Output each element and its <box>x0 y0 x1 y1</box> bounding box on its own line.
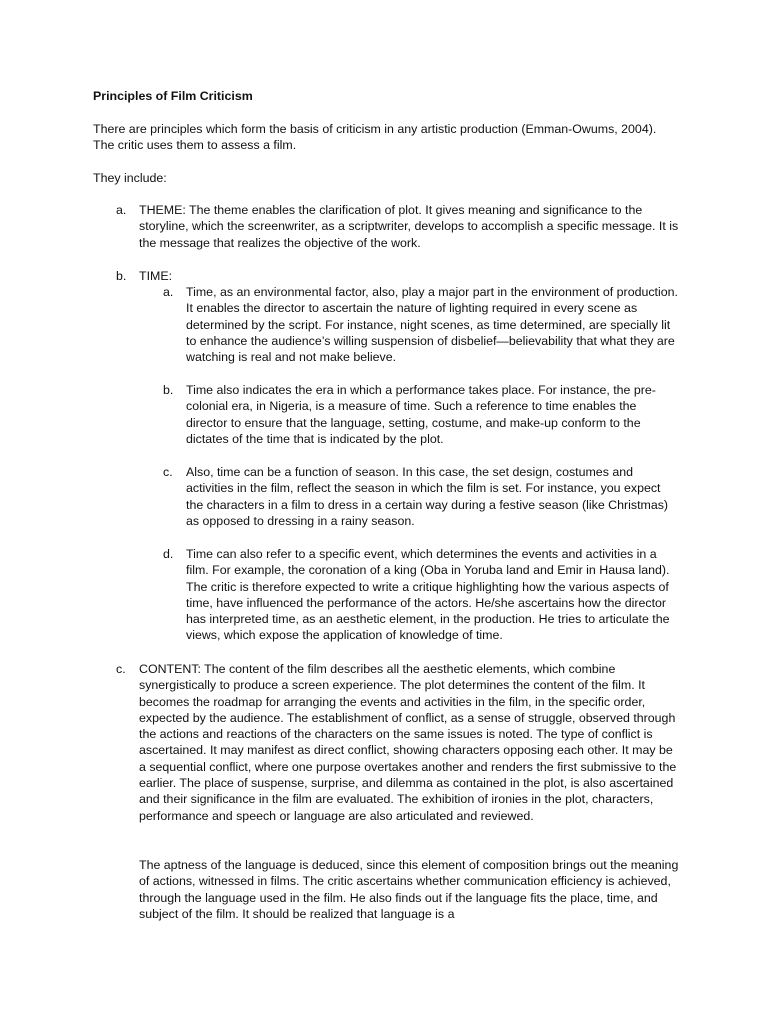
list-marker-theme: a. <box>116 203 127 217</box>
they-include-line: They include: <box>93 171 167 185</box>
document-title: Principles of Film Criticism <box>93 89 253 103</box>
sublist-item-event: Time can also refer to a specific event, which determines the events and activities in a film. For example, the coronation of a king (Oba in Yoruba land and Emir in Hausa land). The critic is therefore expected to write a critique highlighting how the various aspects of time, have influenced the performance of the actors. He/she ascertains how the director has interpreted time, as an aesthetic element, in the production. He tries to articulate the views, which expose the application of knowledge of time. <box>186 547 670 643</box>
list-marker-time: b. <box>116 269 127 283</box>
sublist-marker-a: a. <box>163 285 174 299</box>
sublist-marker-d: d. <box>163 547 174 561</box>
sublist-marker-c: c. <box>163 465 173 479</box>
sublist-item-season: Also, time can be a function of season. In this case, the set design, costumes and activities in the film, reflect the season in which the film is set. For instance, you expect the characters in a film to dress in a certain way during a festive season (like Christmas) as opposed to dressing in a rainy season. <box>186 465 669 528</box>
list-item-content: CONTENT: The content of the film describes all the aesthetic elements, which combine synergistically to produce a screen experience. The plot determines the content of the film. It becomes the roadmap for arranging the events and activities in the film, in the specific order, expected by the audience. The establishment of conflict, as a sense of struggle, observed through the actions and reactions of the characters on the same issues is noted. The type of conflict is ascertained. It may manifest as direct conflict, showing characters opposing each other. It may be a sequential conflict, where one purpose overtakes another and renders the first submissive to the earlier. The place of suspense, surprise, and dilemma as contained in the plot, is also ascertained and their significance in the film are evaluated. The exhibition of ironies in the plot, characters, performance and speech or language are also articulated and reviewed. <box>139 662 677 823</box>
sublist-item-lighting: Time, as an environmental factor, also, play a major part in the environment of production. It enables the director to ascertain the nature of lighting required in every scene as determined by the script. For instance, night scenes, as time determined, are specially lit to enhance the audience’s willing suspension of disbelief—believability that what they are watching is real and not make believe. <box>186 285 678 365</box>
sublist-item-era: Time also indicates the era in which a performance takes place. For instance, the pre-colonial era, in Nigeria, is a measure of time. Such a reference to time enables the director to ensure that the language, setting, costume, and make-up conform to the dictates of the time that is indicated by the plot. <box>186 383 656 446</box>
list-item-time: TIME: <box>139 269 173 283</box>
intro-paragraph: There are principles which form the basis of criticism in any artistic production (Emman-Owums, 2004). The critic uses them to assess a film. <box>93 122 657 153</box>
content-continuation-paragraph: The aptness of the language is deduced, since this element of composition brings out the meaning of actions, witnessed in films. The critic ascertains whether communication efficiency is achieved, through the language used in the film. He also finds out if the language fits the place, time, and subject of the film. It should be realized that language is a <box>139 858 679 921</box>
sublist-marker-b: b. <box>163 383 174 397</box>
list-marker-content: c. <box>116 662 126 676</box>
list-item-theme: THEME: The theme enables the clarification of plot. It gives meaning and significance to the storyline, which the screenwriter, as a scriptwriter, develops to accomplish a specific message. It is the message that realizes the objective of the work. <box>139 203 679 250</box>
